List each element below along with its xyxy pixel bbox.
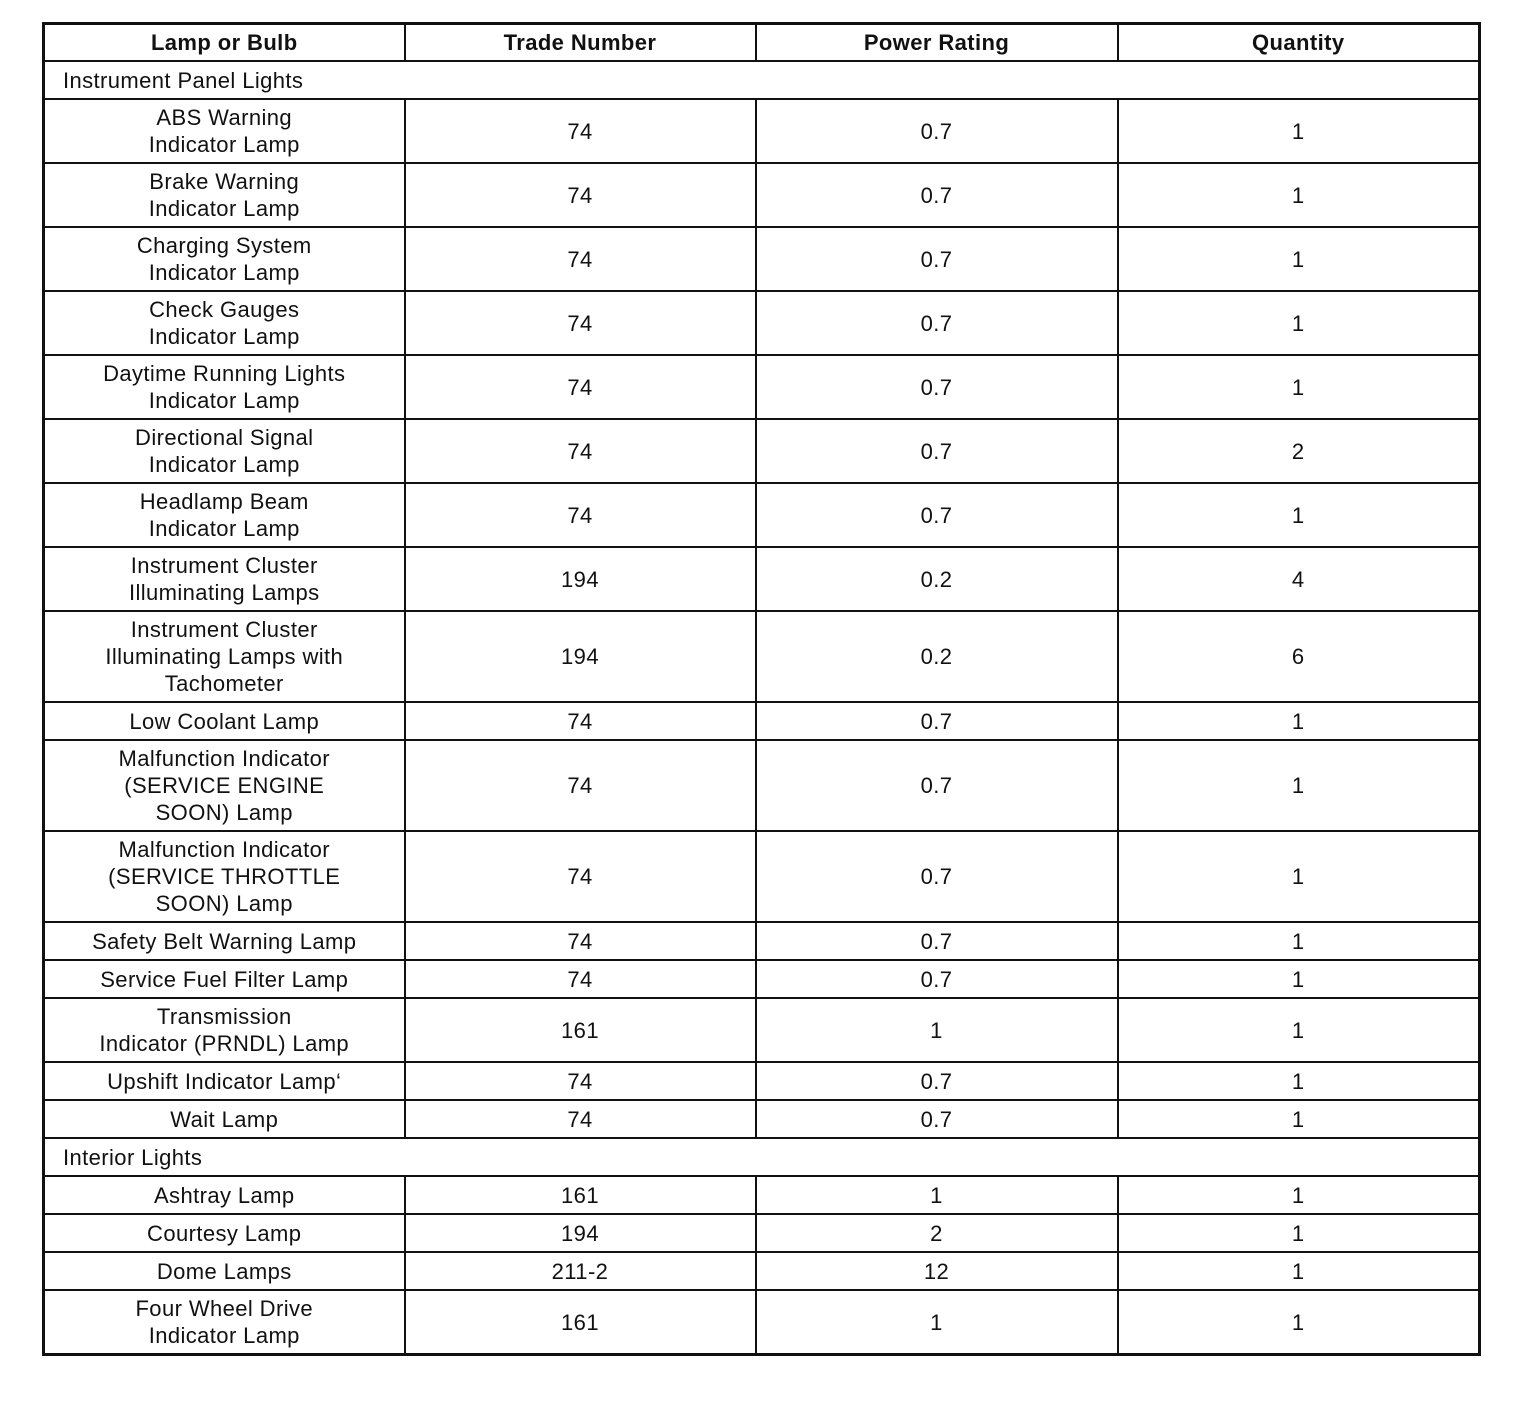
quantity-cell: 6 — [1118, 611, 1480, 702]
quantity-cell: 1 — [1118, 960, 1480, 998]
lamp-name-cell: Four Wheel Drive Indicator Lamp — [44, 1290, 405, 1355]
table-row — [44, 355, 1480, 419]
section-title: Instrument Panel Lights — [44, 61, 1480, 99]
trade-number-cell: 74 — [405, 99, 756, 163]
quantity-cell: 1 — [1118, 831, 1480, 922]
trade-number-cell: 161 — [405, 1176, 756, 1214]
table-row — [44, 1062, 1480, 1100]
table-row — [44, 483, 1480, 547]
bulb-specification-table — [42, 22, 1481, 1356]
table-row — [44, 740, 1480, 831]
lamp-name-cell: Wait Lamp — [44, 1100, 405, 1138]
table-row — [44, 419, 1480, 483]
lamp-name-cell: ABS Warning Indicator Lamp — [44, 99, 405, 163]
column-header-quantity: Quantity — [1118, 24, 1480, 62]
column-header-trade-number: Trade Number — [405, 24, 756, 62]
power-rating-cell: 0.7 — [756, 483, 1118, 547]
trade-number-cell: 74 — [405, 1100, 756, 1138]
table-row — [44, 1176, 1480, 1214]
lamp-name-cell: Low Coolant Lamp — [44, 702, 405, 740]
lamp-name-cell: Brake Warning Indicator Lamp — [44, 163, 405, 227]
quantity-cell: 1 — [1118, 355, 1480, 419]
lamp-name-cell: Headlamp Beam Indicator Lamp — [44, 483, 405, 547]
power-rating-cell: 0.2 — [756, 611, 1118, 702]
trade-number-cell: 194 — [405, 611, 756, 702]
quantity-cell: 1 — [1118, 702, 1480, 740]
power-rating-cell: 0.7 — [756, 1100, 1118, 1138]
trade-number-cell: 74 — [405, 922, 756, 960]
section-title: Interior Lights — [44, 1138, 1480, 1176]
table-row — [44, 547, 1480, 611]
power-rating-cell: 0.7 — [756, 99, 1118, 163]
table-row — [44, 291, 1480, 355]
power-rating-cell: 1 — [756, 1176, 1118, 1214]
power-rating-cell: 1 — [756, 998, 1118, 1062]
lamp-name-cell: Courtesy Lamp — [44, 1214, 405, 1252]
table-row — [44, 1100, 1480, 1138]
trade-number-cell: 74 — [405, 483, 756, 547]
section-header-row — [44, 1138, 1480, 1176]
trade-number-cell: 194 — [405, 547, 756, 611]
column-header-lamp: Lamp or Bulb — [44, 24, 405, 62]
trade-number-cell: 74 — [405, 740, 756, 831]
quantity-cell: 1 — [1118, 1252, 1480, 1290]
power-rating-cell: 0.7 — [756, 227, 1118, 291]
lamp-name-cell: Instrument Cluster Illuminating Lamps — [44, 547, 405, 611]
quantity-cell: 1 — [1118, 99, 1480, 163]
power-rating-cell: 12 — [756, 1252, 1118, 1290]
trade-number-cell: 74 — [405, 291, 756, 355]
trade-number-cell: 211-2 — [405, 1252, 756, 1290]
quantity-cell: 2 — [1118, 419, 1480, 483]
power-rating-cell: 0.7 — [756, 355, 1118, 419]
quantity-cell: 1 — [1118, 291, 1480, 355]
power-rating-cell: 1 — [756, 1290, 1118, 1355]
table-row — [44, 1290, 1480, 1355]
quantity-cell: 1 — [1118, 1100, 1480, 1138]
power-rating-cell: 0.7 — [756, 960, 1118, 998]
quantity-cell: 1 — [1118, 1214, 1480, 1252]
quantity-cell: 1 — [1118, 483, 1480, 547]
trade-number-cell: 161 — [405, 1290, 756, 1355]
lamp-name-cell: Service Fuel Filter Lamp — [44, 960, 405, 998]
lamp-name-cell: Safety Belt Warning Lamp — [44, 922, 405, 960]
quantity-cell: 1 — [1118, 1290, 1480, 1355]
table-row — [44, 960, 1480, 998]
quantity-cell: 1 — [1118, 922, 1480, 960]
table-row — [44, 922, 1480, 960]
lamp-name-cell: Directional Signal Indicator Lamp — [44, 419, 405, 483]
quantity-cell: 4 — [1118, 547, 1480, 611]
power-rating-cell: 0.7 — [756, 163, 1118, 227]
power-rating-cell: 0.7 — [756, 291, 1118, 355]
power-rating-cell: 0.2 — [756, 547, 1118, 611]
lamp-name-cell: Ashtray Lamp — [44, 1176, 405, 1214]
trade-number-cell: 74 — [405, 1062, 756, 1100]
lamp-name-cell: Check Gauges Indicator Lamp — [44, 291, 405, 355]
table-row — [44, 1252, 1480, 1290]
power-rating-cell: 0.7 — [756, 922, 1118, 960]
trade-number-cell: 74 — [405, 702, 756, 740]
quantity-cell: 1 — [1118, 740, 1480, 831]
section-header-row — [44, 61, 1480, 99]
table-row — [44, 702, 1480, 740]
table-row — [44, 163, 1480, 227]
trade-number-cell: 74 — [405, 960, 756, 998]
trade-number-cell: 74 — [405, 419, 756, 483]
quantity-cell: 1 — [1118, 998, 1480, 1062]
column-header-power-rating: Power Rating — [756, 24, 1118, 62]
table-row — [44, 831, 1480, 922]
trade-number-cell: 74 — [405, 831, 756, 922]
quantity-cell: 1 — [1118, 1176, 1480, 1214]
power-rating-cell: 2 — [756, 1214, 1118, 1252]
trade-number-cell: 161 — [405, 998, 756, 1062]
quantity-cell: 1 — [1118, 163, 1480, 227]
quantity-cell: 1 — [1118, 1062, 1480, 1100]
table-row — [44, 998, 1480, 1062]
power-rating-cell: 0.7 — [756, 702, 1118, 740]
trade-number-cell: 194 — [405, 1214, 756, 1252]
lamp-name-cell: Upshift Indicator Lamp‘ — [44, 1062, 405, 1100]
header-row — [44, 24, 1480, 62]
lamp-name-cell: Charging System Indicator Lamp — [44, 227, 405, 291]
lamp-name-cell: Malfunction Indicator (SERVICE THROTTLE SOON) Lamp — [44, 831, 405, 922]
lamp-name-cell: Daytime Running Lights Indicator Lamp — [44, 355, 405, 419]
table-row — [44, 611, 1480, 702]
table-body — [44, 61, 1480, 1355]
trade-number-cell: 74 — [405, 163, 756, 227]
trade-number-cell: 74 — [405, 227, 756, 291]
lamp-name-cell: Malfunction Indicator (SERVICE ENGINE SOON) Lamp — [44, 740, 405, 831]
trade-number-cell: 74 — [405, 355, 756, 419]
power-rating-cell: 0.7 — [756, 831, 1118, 922]
table-row — [44, 1214, 1480, 1252]
power-rating-cell: 0.7 — [756, 1062, 1118, 1100]
lamp-name-cell: Transmission Indicator (PRNDL) Lamp — [44, 998, 405, 1062]
power-rating-cell: 0.7 — [756, 740, 1118, 831]
lamp-name-cell: Instrument Cluster Illuminating Lamps with Tachometer — [44, 611, 405, 702]
quantity-cell: 1 — [1118, 227, 1480, 291]
table-row — [44, 227, 1480, 291]
table-row — [44, 99, 1480, 163]
lamp-name-cell: Dome Lamps — [44, 1252, 405, 1290]
power-rating-cell: 0.7 — [756, 419, 1118, 483]
